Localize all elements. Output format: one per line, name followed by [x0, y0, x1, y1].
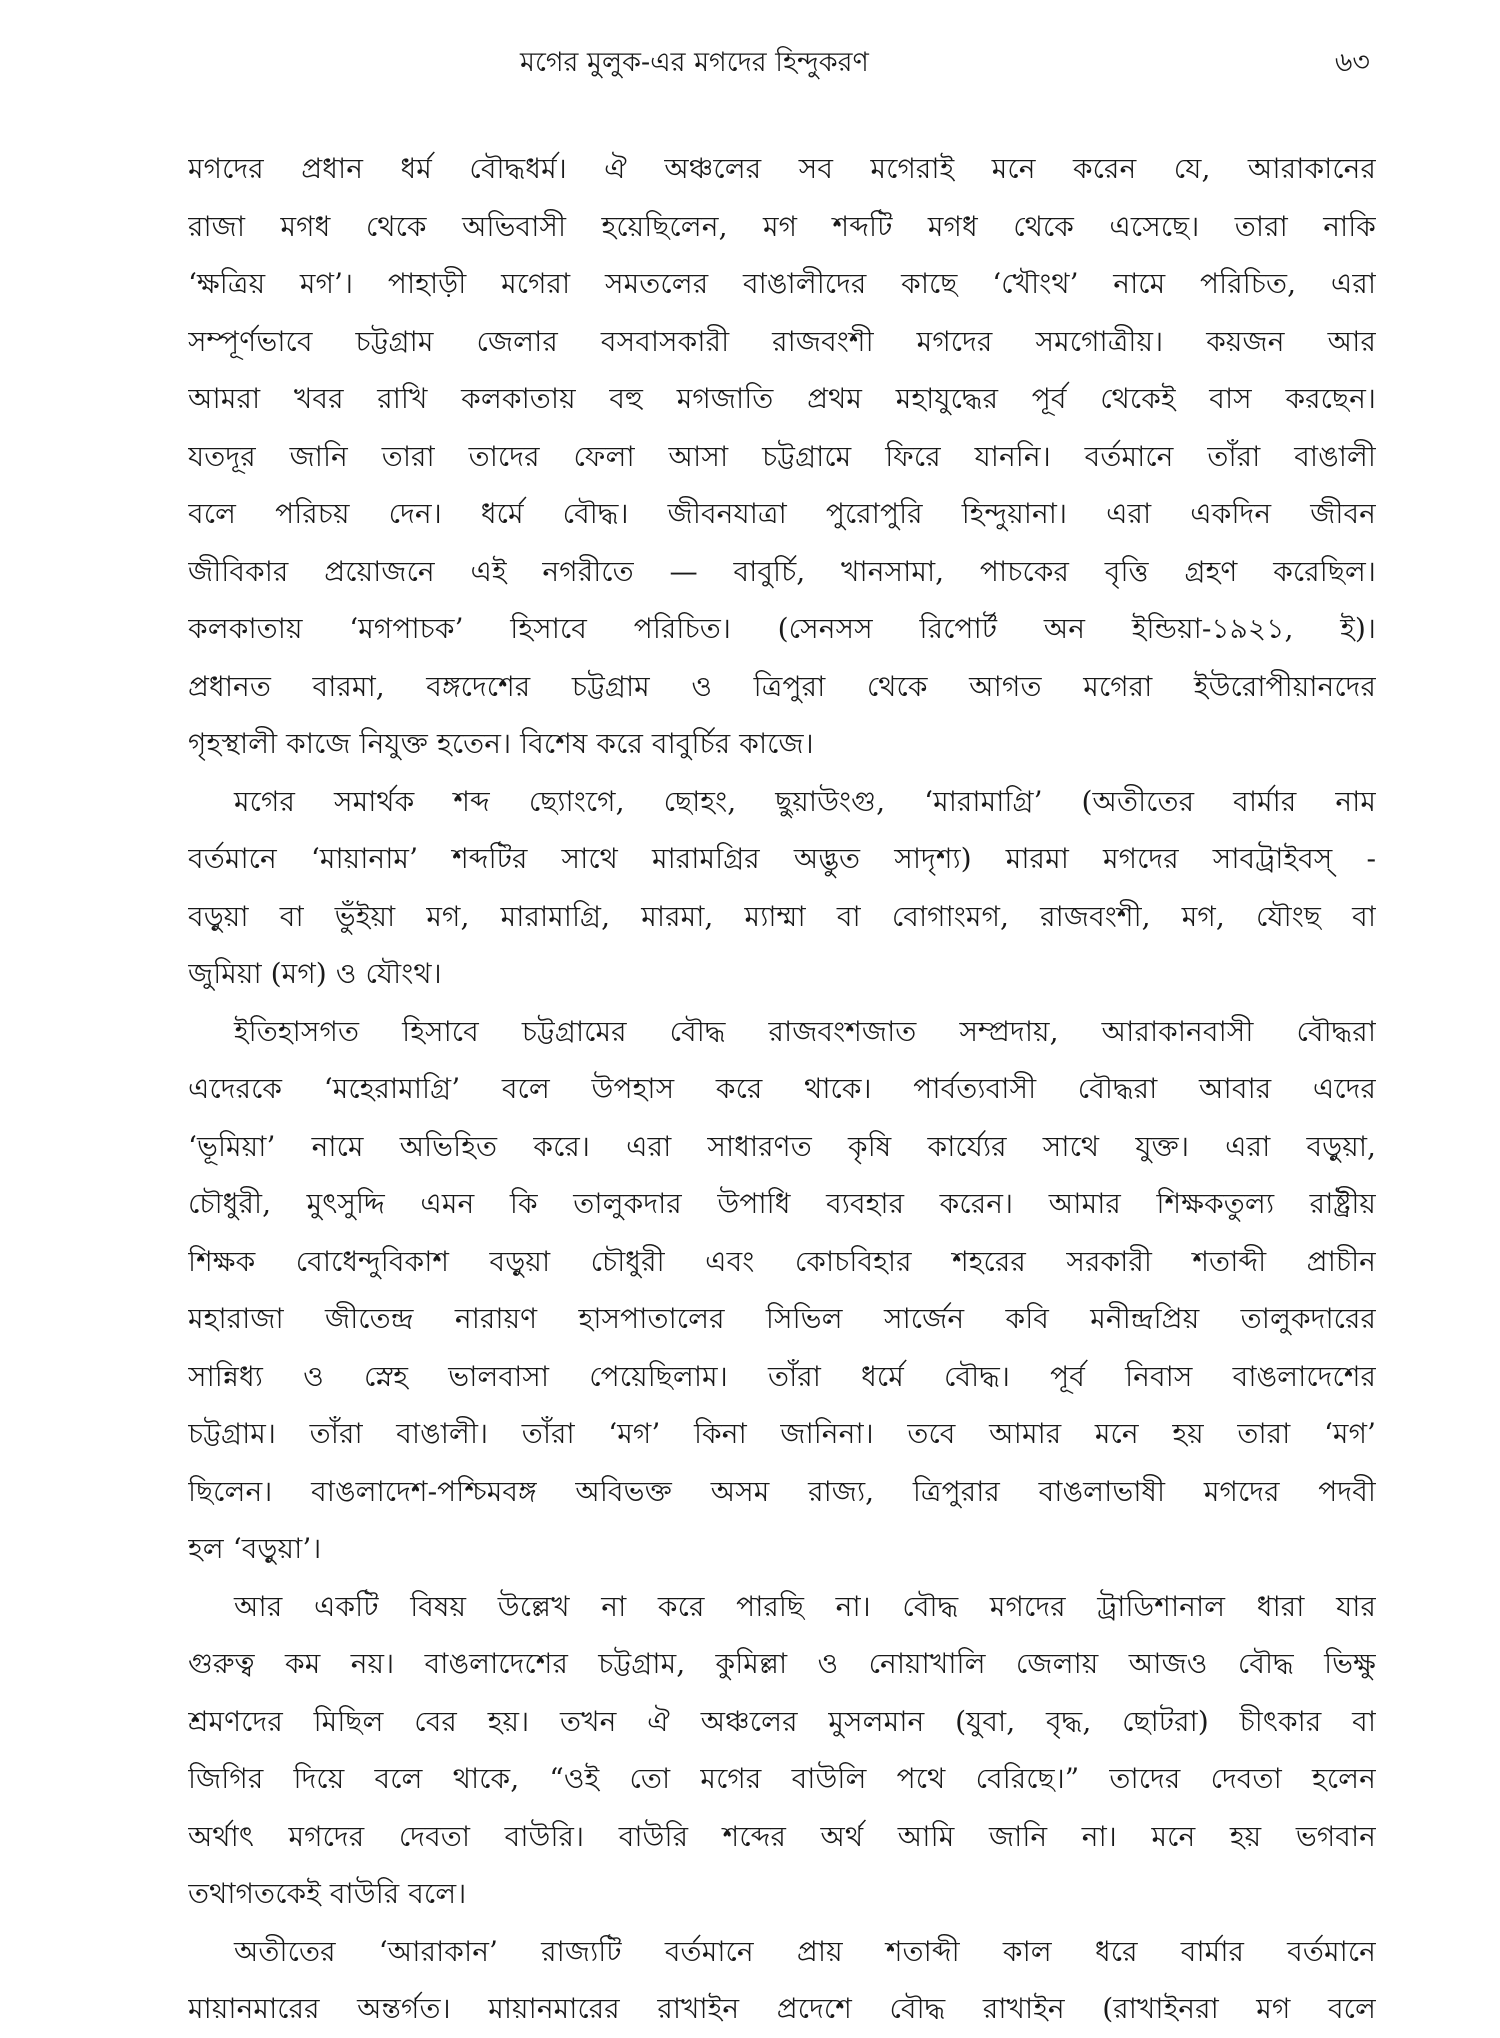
text-line: শ্রমণদের মিছিল বের হয়। তখন ঐ অঞ্চলের মুসলমান (যুবা, বৃদ্ধ, ছোটরা) চীৎকার বা: [188, 1704, 1376, 1738]
body-text: [188, 140, 1376, 2038]
paragraph: [188, 1578, 1376, 1923]
running-title: মগের মুলুক-এর মগদের হিন্দুকরণ: [520, 47, 869, 78]
text-line: ‘ক্ষত্রিয় মগ’। পাহাড়ী মগেরা সমতলের বাঙালীদের কাছে ‘খৌংথ’ নামে পরিচিত, এরা: [188, 267, 1376, 300]
text-line: এদেরকে ‘মহেরামাগ্রি’ বলে উপহাস করে থাকে। পার্বত্যবাসী বৌদ্ধরা আবার এদের: [188, 1072, 1376, 1105]
text-line: জুমিয়া (মগ) ও যৌংথ।: [188, 957, 442, 990]
text-line: বলে পরিচয় দেন। ধর্মে বৌদ্ধ। জীবনযাত্রা পুরোপুরি হিন্দুয়ানা। এরা একদিন জীবন: [188, 497, 1376, 530]
text-line: তথাগতকেই বাউরি বলে।: [188, 1877, 467, 1910]
paragraph: [188, 140, 1376, 773]
text-line: বড়ুয়া বা ভুঁইয়া মগ, মারামাগ্রি, মারমা, ম্যাম্মা বা বোগাংমগ, রাজবংশী, মগ, যৌংছ বা: [188, 899, 1376, 933]
text-line: বর্তমানে ‘মায়ানাম’ শব্দটির সাথে মারামগ্রির অদ্ভুত সাদৃশ্য) মারমা মগদের সাবট্রাইবস্ -: [188, 842, 1376, 875]
text-line: রাজা মগধ থেকে অভিবাসী হয়েছিলেন, মগ শব্দটি মগধ থেকে এসেছে। তারা নাকি: [188, 209, 1376, 243]
text-line: চট্টগ্রাম। তাঁরা বাঙালী। তাঁরা ‘মগ’ কিনা জানিনা। তবে আমার মনে হয় তারা ‘মগ’: [188, 1417, 1376, 1450]
text-line: আমরা খবর রাখি কলকাতায় বহু মগজাতি প্রথম মহাযুদ্ধের পূর্ব থেকেই বাস করছেন।: [188, 382, 1376, 415]
paragraph: [188, 773, 1376, 1003]
paragraph: [188, 1923, 1376, 2038]
text-line: মায়ানমারের অন্তর্গত। মায়ানমারের রাখাইন প্রদেশে বৌদ্ধ রাখাইন (রাখাইনরা মগ বলে: [188, 1992, 1376, 2025]
text-line: গুরুত্ব কম নয়। বাঙলাদেশের চট্টগ্রাম, কুমিল্লা ও নোয়াখালি জেলায় আজও বৌদ্ধ ভিক্ষু: [188, 1647, 1376, 1680]
text-line: অতীতের ‘আরাকান’ রাজ্যটি বর্তমানে প্রায় শতাব্দী কাল ধরে বার্মার বর্তমানে: [234, 1934, 1376, 1968]
text-line: সম্পূর্ণভাবে চট্টগ্রাম জেলার বসবাসকারী রাজবংশী মগদের সমগোত্রীয়। কয়জন আর: [188, 324, 1376, 358]
text-line: মহারাজা জীতেন্দ্র নারায়ণ হাসপাতালের সিভিল সার্জেন কবি মনীন্দ্রপ্রিয় তালুকদারের: [188, 1302, 1376, 1335]
text-line: মগদের প্রধান ধর্ম বৌদ্ধধর্ম। ঐ অঞ্চলের সব মগেরাই মনে করেন যে, আরাকানের: [188, 152, 1376, 185]
text-line: গৃহস্থালী কাজে নিযুক্ত হতেন। বিশেষ করে বাবুর্চির কাজে।: [188, 727, 814, 760]
text-line: যতদূর জানি তারা তাদের ফেলা আসা চট্টগ্রামে ফিরে যাননি। বর্তমানে তাঁরা বাঙালী: [188, 439, 1376, 473]
text-line: ছিলেন। বাঙলাদেশ-পশ্চিমবঙ্গ অবিভক্ত অসম রাজ্য, ত্রিপুরার বাঙলাভাষী মগদের পদবী: [188, 1474, 1376, 1508]
page-header: [0, 38, 1500, 98]
text-line: চৌধুরী, মুৎসুদ্দি এমন কি তালুকদার উপাধি ব্যবহার করেন। আমার শিক্ষকতুল্য রাষ্ট্রীয়: [188, 1187, 1376, 1220]
text-line: হল ‘বড়ুয়া’।: [188, 1532, 322, 1565]
page-number: ৬৩: [1334, 47, 1370, 78]
text-line: শিক্ষক বোধেন্দুবিকাশ বড়ুয়া চৌধুরী এবং কোচবিহার শহরের সরকারী শতাব্দী প্রাচীন: [188, 1244, 1376, 1278]
text-line: সান্নিধ্য ও স্নেহ ভালবাসা পেয়েছিলাম। তাঁরা ধর্মে বৌদ্ধ। পূর্ব নিবাস বাঙলাদেশের: [188, 1359, 1376, 1393]
text-line: ‘ভূমিয়া’ নামে অভিহিত করে। এরা সাধারণত কৃষি কার্য্যের সাথে যুক্ত। এরা বড়ুয়া,: [188, 1129, 1376, 1163]
text-line: অর্থাৎ মগদের দেবতা বাউরি। বাউরি শব্দের অর্থ আমি জানি না। মনে হয় ভগবান: [188, 1819, 1376, 1853]
text-line: জিগির দিয়ে বলে থাকে, “ওই তো মগের বাউলি পথে বেরিছে।” তাদের দেবতা হলেন: [188, 1762, 1376, 1795]
text-line: মগের সমার্থক শব্দ ছ্যোংগে, ছোহং, ছুয়াউংগু, ‘মারামাগ্রি’ (অতীতের বার্মার নাম: [234, 784, 1376, 818]
text-line: ইতিহাসগত হিসাবে চট্টগ্রামের বৌদ্ধ রাজবংশজাত সম্প্রদায়, আরাকানবাসী বৌদ্ধরা: [234, 1014, 1376, 1048]
text-line: কলকাতায় ‘মগপাচক’ হিসাবে পরিচিত। (সেনসস রিপোর্ট অন ইন্ডিয়া-১৯২১, ই)।: [188, 612, 1376, 645]
text-line: প্রধানত বারমা, বঙ্গদেশের চট্টগ্রাম ও ত্রিপুরা থেকে আগত মগেরা ইউরোপীয়ানদের: [188, 669, 1376, 703]
text-line: আর একটি বিষয় উল্লেখ না করে পারছি না। বৌদ্ধ মগদের ট্রাডিশানাল ধারা যার: [234, 1589, 1376, 1623]
text-line: জীবিকার প্রয়োজনে এই নগরীতে — বাবুর্চি, খানসামা, পাচকের বৃত্তি গ্রহণ করেছিল।: [188, 554, 1376, 588]
paragraph: [188, 1003, 1376, 1578]
